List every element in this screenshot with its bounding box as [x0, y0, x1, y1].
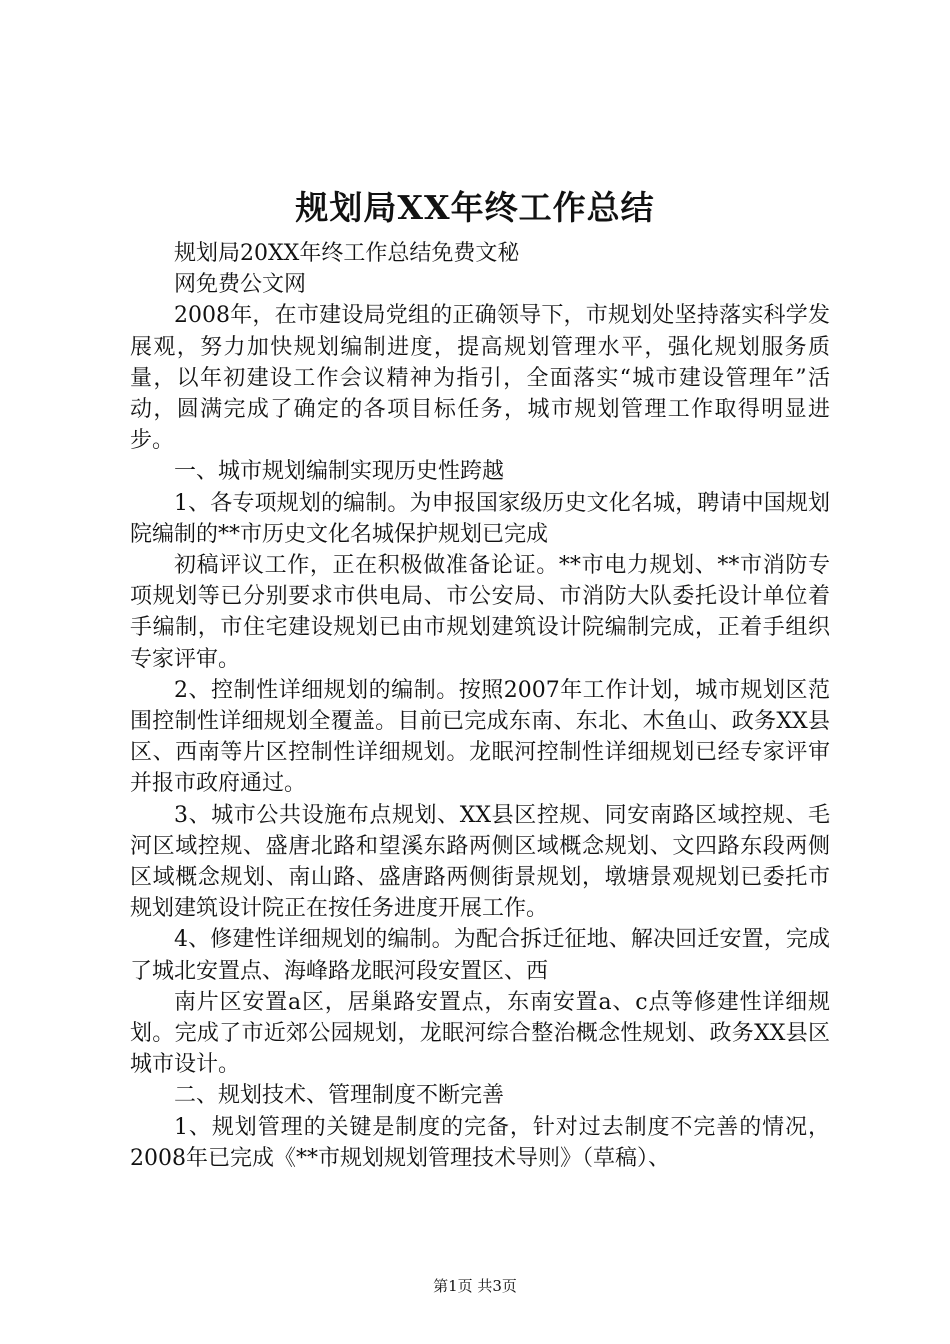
page-footer: 第1页 共3页: [433, 1277, 517, 1295]
paragraph: 网免费公文网: [174, 272, 307, 298]
section-heading: 二、规划技术、管理制度不断完善: [174, 1083, 505, 1109]
section-heading: 一、城市规划编制实现历史性跨越: [174, 459, 505, 485]
paragraph: 1、各专项规划的编制。为申报国家级历史文化名城，聘请中国规划院编制的**市历史文化名城保护规划已完成: [130, 490, 830, 547]
paragraph: 2、控制性详细规划的编制。按照2007年工作计划，城市规划区范围控制性详细规划全覆盖。目前已完成东南、东北、木鱼山、政务XX县区、西南等片区控制性详细规划。龙眠河控制性详细规划已经专家评审并报市政府通过。: [130, 677, 830, 797]
paragraph: 3、城市公共设施布点规划、XX县区控规、同安南路区域控规、毛河区域控规、盛唐北路和望溪东路两侧区域概念规划、文四路东段两侧区域概念规划、南山路、盛唐路两侧街景规划，墩塘景观规划已委托市规划建筑设计院正在按任务进度开展工作。: [130, 802, 830, 922]
paragraph: 初稿评议工作，正在积极做准备论证。**市电力规划、**市消防专项规划等已分别要求市供电局、市公安局、市消防大队委托设计单位着手编制，市住宅建设规划已由市规划建筑设计院编制完成，正着手组织专家评审。: [130, 553, 830, 672]
paragraph: 4、修建性详细规划的编制。为配合拆迁征地、解决回迁安置，完成了城北安置点、海峰路龙眠河段安置区、西: [130, 927, 830, 984]
paragraph: 2008年，在市建设局党组的正确领导下，市规划处坚持落实科学发展观，努力加快规划编制进度，提高规划管理水平，强化规划服务质量，以年初建设工作会议精神为指引，全面落实“城市建设管理年”活动，圆满完成了确定的各项目标任务，城市规划管理工作取得明显进步。: [130, 303, 830, 454]
document-title: 规划局XX年终工作总结: [295, 188, 655, 227]
paragraph: 南片区安置a区，居巢路安置点，东南安置a、c点等修建性详细规划。完成了市近郊公园规划，龙眠河综合整治概念性规划、政务XX县区城市设计。: [130, 989, 830, 1078]
paragraph: 规划局20XX年终工作总结免费文秘: [174, 241, 520, 266]
document-body: [130, 238, 830, 1174]
paragraph: 1、规划管理的关键是制度的完备，针对过去制度不完善的情况，2008年已完成《**市规划规划管理技术导则》（草稿）、: [130, 1114, 830, 1171]
